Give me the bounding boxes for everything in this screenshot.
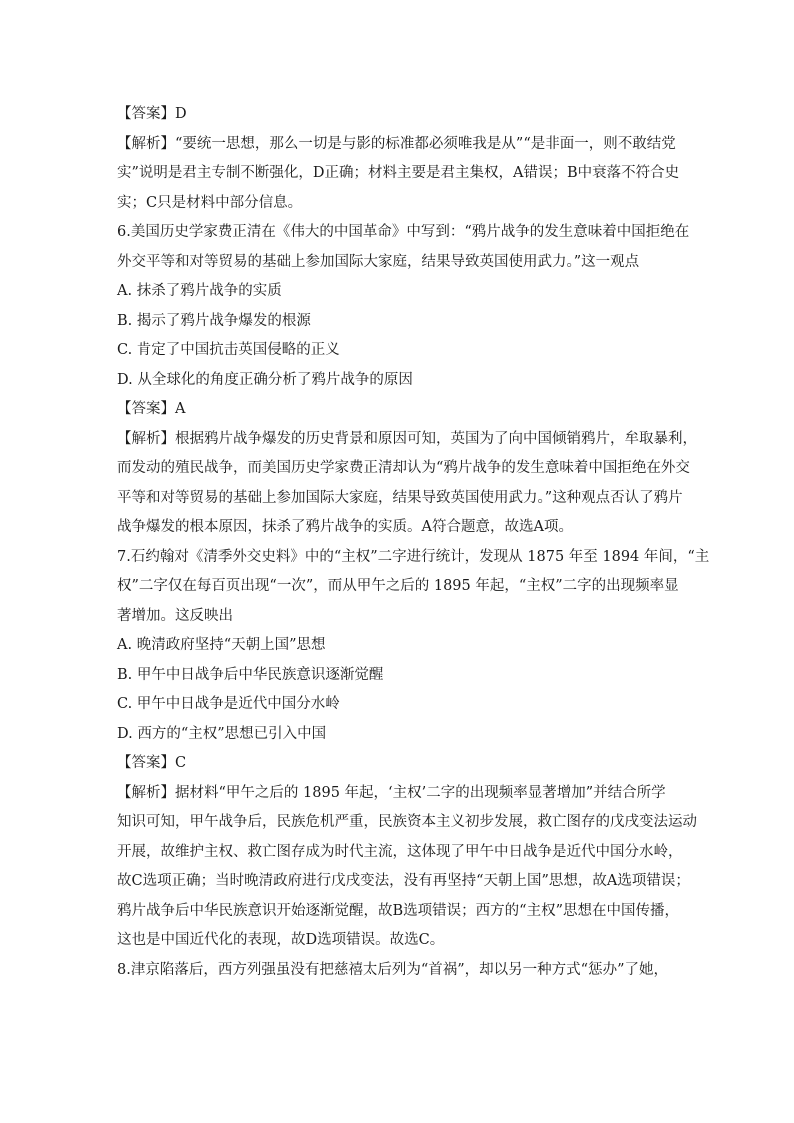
question-line: 外交平等和对等贸易的基础上参加国际大家庭，结果导致英国使用武力。”这一观点	[117, 253, 640, 270]
analysis-line: 战争爆发的根本原因，抹杀了鸦片战争的实质。A符合题意，故选A项。	[117, 519, 573, 535]
analysis-line: 故C选项正确；当时晚清政府进行戊戌变法，没有再坚持“天朝上国”思想，故A选项错误；	[117, 873, 690, 889]
question-line: 6.美国历史学家费正清在《伟大的中国革命》中写到：“鸦片战争的发生意味着中国拒绝在	[117, 224, 690, 240]
option-line: C. 甲午中日战争是近代中国分水岭	[117, 696, 340, 712]
analysis-line: 实；C只是材料中部分信息。	[117, 194, 303, 211]
question-line: 7.石约翰对《清季外交史料》中的“主权”二字进行统计，发现从 1875 年至 1894 年间，“主	[117, 548, 710, 565]
analysis-line: 【解析】“要统一思想，那么一切是与影的标准都必须唯我是从”“是非面一，则不敢结党	[117, 135, 676, 152]
option-line: A. 晚清政府坚持“天朝上国”思想	[117, 637, 326, 653]
analysis-line: 知识可知，甲午战争后，民族危机严重，民族资本主义初步发展，救亡图存的戊戌变法运动	[117, 814, 697, 830]
option-line: B. 揭示了鸦片战争爆发的根源	[117, 312, 311, 329]
answer-line: 【答案】C	[117, 755, 187, 771]
analysis-line: 【解析】根据鸦片战争爆发的历史背景和原因可知，英国为了向中国倾销鸦片，牟取暴利，	[117, 430, 697, 447]
question-line: 著增加。这反映出	[117, 607, 233, 624]
analysis-line: 实”说明是君主专制不断强化，D正确；材料主要是君主集权，A错误；B中衰落不符合史	[117, 165, 680, 181]
option-line: B. 甲午中日战争后中华民族意识逐渐觉醒	[117, 666, 384, 683]
option-line: C. 肯定了中国抗击英国侵略的正义	[117, 342, 340, 358]
analysis-line: 而发动的殖民战争，而美国历史学家费正清却认为“鸦片战争的发生意味着中国拒绝在外交	[117, 460, 690, 476]
analysis-line: 【解析】据材料“甲午之后的 1895 年起，‘主权’二字的出现频率显著增加”并结合所学	[117, 784, 666, 801]
answer-line: 【答案】D	[117, 106, 187, 122]
document-page	[117, 100, 710, 985]
analysis-line: 开展，故维护主权、救亡图存成为时代主流，这体现了甲午中日战争是近代中国分水岭，	[117, 843, 683, 860]
answer-line: 【答案】A	[117, 401, 186, 417]
question-line: 8.津京陷落后，西方列强虽没有把慈禧太后列为“首祸”，却以另一种方式“惩办”了她，	[117, 961, 668, 978]
option-line: D. 从全球化的角度正确分析了鸦片战争的原因	[117, 371, 413, 388]
option-line: D. 西方的“主权”思想已引入中国	[117, 725, 327, 742]
question-line: 权”二字仅在每百页出现“一次”，而从甲午之后的 1895 年起，“主权”二字的出现频率显	[117, 578, 679, 594]
analysis-line: 这也是中国近代化的表现，故D选项错误。故选C。	[117, 932, 445, 948]
analysis-line: 鸦片战争后中华民族意识开始逐渐觉醒，故B选项错误；西方的“主权”思想在中国传播，	[117, 902, 679, 919]
analysis-line: 平等和对等贸易的基础上参加国际大家庭，结果导致英国使用武力。”这种观点否认了鸦片	[117, 489, 683, 506]
option-line: A. 抹杀了鸦片战争的实质	[117, 283, 282, 299]
